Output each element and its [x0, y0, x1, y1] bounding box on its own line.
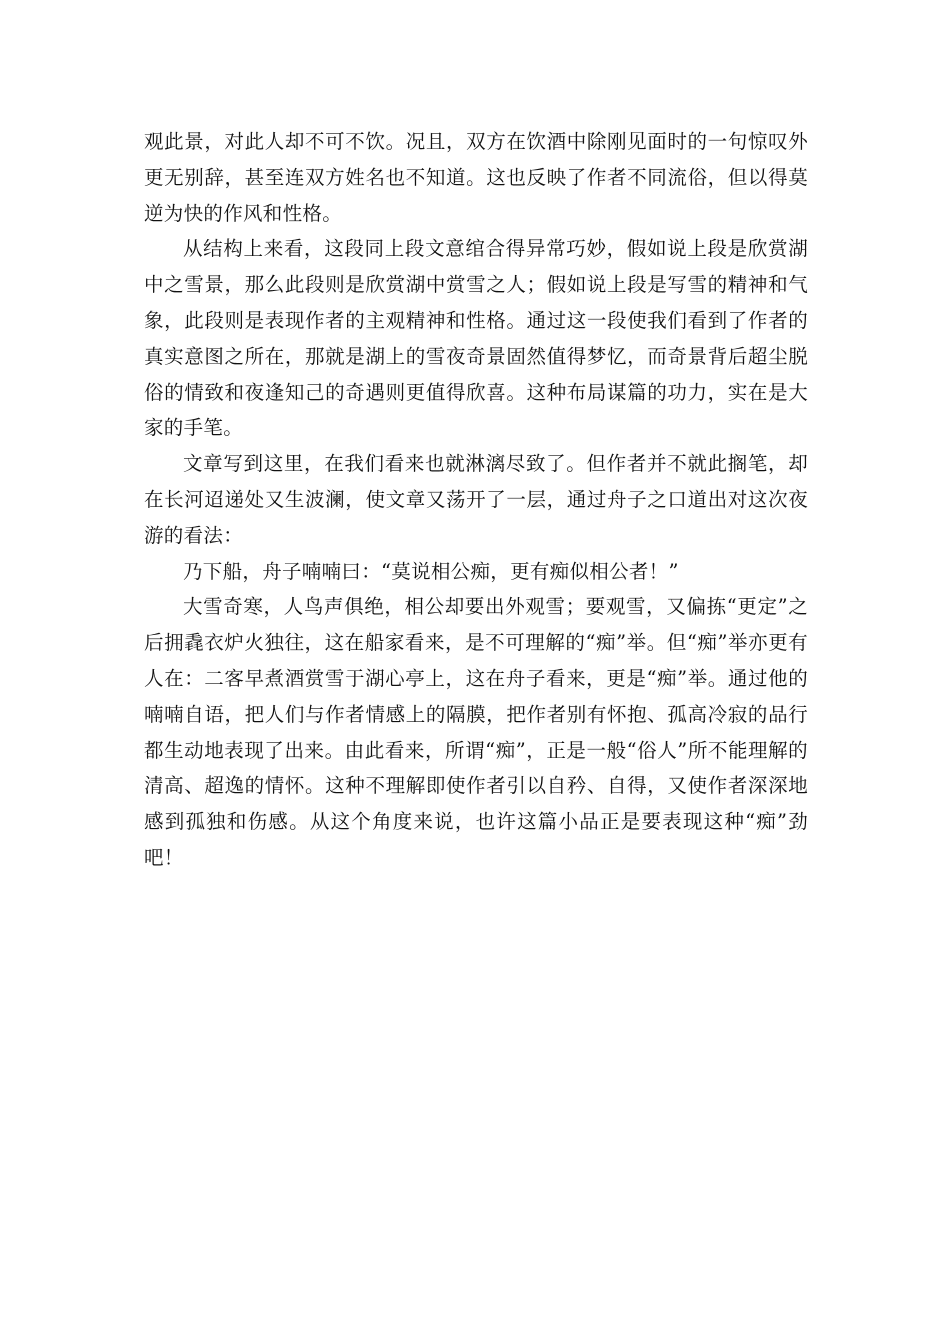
paragraph-transition: 文章写到这里，在我们看来也就淋漓尽致了。但作者并不就此搁笔，却在长河迢递处又生波澜，使文章又荡开了一层，通过舟子之口道出对这次夜游的看法：: [144, 452, 808, 547]
article-body: [144, 124, 808, 876]
paragraph-structure-analysis: 从结构上来看，这段同上段文意绾合得异常巧妙，假如说上段是欣赏湖中之雪景，那么此段则是欣赏湖中赏雪之人；假如说上段是写雪的精神和气象，此段则是表现作者的主观精神和性格。通过这一段使我们看到了作者的真实意图之所在，那就是湖上的雪夜奇景固然值得梦忆，而奇景背后超尘脱俗的情致和夜逢知己的奇遇则更值得欣喜。这种布局谋篇的功力，实在是大家的手笔。: [144, 237, 808, 440]
paragraph-quotation: 乃下船，舟子喃喃曰：“莫说相公痴，更有痴似相公者！”: [183, 559, 679, 583]
paragraph-continued: 观此景，对此人却不可不饮。况且，双方在饮酒中除刚见面时的一句惊叹外更无别辞，甚至连双方姓名也不知道。这也反映了作者不同流俗，但以得莫逆为快的作风和性格。: [144, 130, 808, 225]
paragraph-conclusion: 大雪奇寒，人鸟声俱绝，相公却要出外观雪；要观雪，又偏拣“更定”之后拥毳衣炉火独往，这在船家看来，是不可理解的“痴”举。但“痴”举亦更有人在：二客早煮酒赏雪于湖心亭上，这在舟子看来，更是“痴”举。通过他的喃喃自语，把人们与作者情感上的隔膜，把作者别有怀抱、孤高冷寂的品行都生动地表现了出来。由此看来，所谓“痴”，正是一般“俗人”所不能理解的清高、超逸的情怀。这种不理解即使作者引以自矜、自得，又使作者深深地感到孤独和伤感。从这个角度来说，也许这篇小品正是要表现这种“痴”劲吧！: [144, 595, 808, 869]
